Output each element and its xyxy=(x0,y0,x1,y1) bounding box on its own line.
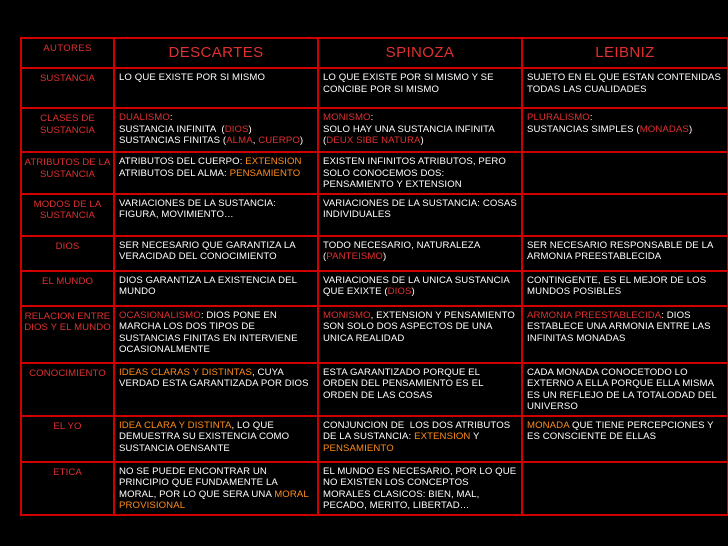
highlighted-term: CUERPO xyxy=(258,135,300,147)
cell-text: ATRIBUTOS DEL ALMA: xyxy=(119,167,227,179)
table-row xyxy=(21,462,728,515)
cell-text: DIOS GARANTIZA LA EXISTENCIA DEL MUNDO xyxy=(119,274,300,298)
cell-text: ) xyxy=(420,135,424,147)
column-header-descartes: DESCARTES xyxy=(114,38,318,68)
cell-text: ) xyxy=(299,135,304,147)
cell-descartes xyxy=(114,236,318,271)
cell-text: ) xyxy=(411,286,415,298)
cell-descartes xyxy=(114,416,318,462)
table-row xyxy=(21,194,728,236)
cell-leibniz xyxy=(522,236,728,271)
header-row xyxy=(21,38,728,68)
cell-text: ESTA GARANTIZADO PORQUE EL ORDEN DEL PENSAMIENTO ES EL ORDEN DE LAS COSAS xyxy=(323,366,486,401)
cell-text: ) SUSTANCIAS FINITAS ( xyxy=(119,123,252,147)
cell-text: : DIOS PONE EN MARCHA LOS DOS TIPOS DE SUSTANCIAS FINITAS EN INTERVIENE OCASIONALMENTE xyxy=(119,309,301,356)
cell-text: TODO NECESARIO, NATURALEZA ( xyxy=(323,239,483,263)
highlighted-term: PENSAMIENTO xyxy=(323,442,394,454)
table-row xyxy=(21,363,728,416)
cell-text: ) xyxy=(383,251,387,263)
cell-leibniz xyxy=(522,194,728,236)
cell-spinoza xyxy=(318,236,522,271)
highlighted-term: MONADA xyxy=(527,419,570,431)
cell-descartes xyxy=(114,108,318,152)
cell-descartes xyxy=(114,152,318,194)
cell-text: CADA MONADA CONOCETODO LO EXTERNO A ELLA PORQUE ELLA MISMA ES UN REFLEJO DE LA TOTALODAD DEL UNIVERSO xyxy=(527,366,720,413)
cell-text: SER NECESARIO RESPONSABLE DE LA ARMONIA PREESTABLECIDA xyxy=(527,239,716,263)
highlighted-term: DIOS xyxy=(387,286,412,298)
row-label: CONOCIMIENTO xyxy=(21,363,114,416)
cell-leibniz xyxy=(522,416,728,462)
highlighted-term: MORAL PROVISIONAL xyxy=(119,488,312,512)
cell-text: ATRIBUTOS DEL CUERPO: xyxy=(119,156,246,168)
table-row xyxy=(21,236,728,271)
cell-leibniz xyxy=(522,108,728,152)
cell-descartes xyxy=(114,363,318,416)
highlighted-term: EXTENSION xyxy=(414,431,471,443)
row-label: EL YO xyxy=(21,416,114,462)
cell-text: LO QUE EXISTE POR SI MISMO Y SE CONCIBE POR SI MISMO xyxy=(323,72,497,95)
cell-text: , CUYA VERDAD ESTA GARANTIZADA POR DIOS xyxy=(119,366,309,390)
cell-spinoza xyxy=(318,271,522,306)
table-row xyxy=(21,68,728,108)
highlighted-term: PANTEISMO xyxy=(326,251,383,263)
cell-text: SUJETO EN EL QUE ESTAN CONTENIDAS TODAS LAS CUALIDADES xyxy=(527,72,724,95)
cell-text: LO QUE EXISTE POR SI MISMO xyxy=(119,72,266,83)
highlighted-term: ARMONIA PREESTABLECIDA xyxy=(527,309,662,321)
cell-spinoza xyxy=(318,416,522,462)
table-row xyxy=(21,271,728,306)
cell-text: VARIACIONES DE LA SUSTANCIA: COSAS INDIVIDUALES xyxy=(323,197,520,221)
cell-leibniz xyxy=(522,152,728,194)
cell-descartes xyxy=(114,68,318,108)
cell-text: EL MUNDO ES NECESARIO, POR LO QUE NO EXISTEN LOS CONCEPTOS MORALES CLASICOS: BIEN, MAL, PECADO, MERITO, LIBERTAD… xyxy=(323,465,520,512)
comparison-table xyxy=(20,37,728,516)
cell-text: , xyxy=(252,135,259,147)
row-label: DIOS xyxy=(21,236,114,271)
cell-spinoza xyxy=(318,108,522,152)
highlighted-term: IDEA CLARA Y DISTINTA xyxy=(119,419,232,431)
cell-text: VARIACIONES DE LA SUSTANCIA: FIGURA, MOVIMIENTO… xyxy=(119,197,279,221)
highlighted-term: DIOS xyxy=(224,123,249,135)
highlighted-term: MONISMO xyxy=(323,112,371,124)
row-label: MODOS DE LA SUSTANCIA xyxy=(21,194,114,236)
cell-descartes xyxy=(114,194,318,236)
cell-leibniz xyxy=(522,363,728,416)
cell-spinoza xyxy=(318,152,522,194)
highlighted-term: PENSAMIENTO xyxy=(229,167,301,179)
cell-text: : SUSTANCIAS SIMPLES ( xyxy=(527,112,640,135)
cell-text: SER NECESARIO QUE GARANTIZA LA VERACIDAD DEL CONOCIMIENTO xyxy=(119,239,299,263)
cell-spinoza xyxy=(318,462,522,515)
highlighted-term: EXTENSION xyxy=(245,156,302,168)
cell-text: : SUSTANCIA INFINITA ( xyxy=(119,112,225,135)
row-label: RELACION ENTRE DIOS Y EL MUNDO xyxy=(21,306,114,363)
highlighted-term: DEUX SIBE NATURA xyxy=(326,135,421,147)
highlighted-term: MONISMO xyxy=(323,309,371,321)
cell-spinoza xyxy=(318,194,522,236)
highlighted-term: IDEAS CLARAS Y DISTINTAS xyxy=(119,366,253,378)
cell-text: : DIOS ESTABLECE UNA ARMONIA ENTRE LAS INFINITAS MONADAS xyxy=(527,309,714,344)
row-label: EL MUNDO xyxy=(21,271,114,306)
cell-text: Y xyxy=(470,431,483,443)
table-body xyxy=(21,68,728,515)
highlighted-term: PLURALISMO xyxy=(527,112,590,124)
table-row xyxy=(21,108,728,152)
highlighted-term: DUALISMO xyxy=(119,112,170,124)
cell-text: NO SE PUEDE ENCONTRAR UN PRINCIPIO QUE FUNDAMENTE LA MORAL, POR LO QUE SERA UNA xyxy=(119,465,281,500)
cell-descartes xyxy=(114,271,318,306)
highlighted-term: OCASIONALISMO xyxy=(119,309,201,321)
row-label: SUSTANCIA xyxy=(21,68,114,108)
cell-leibniz xyxy=(522,306,728,363)
cell-descartes xyxy=(114,462,318,515)
cell-leibniz xyxy=(522,271,728,306)
cell-spinoza xyxy=(318,306,522,363)
table-row xyxy=(21,306,728,363)
corner-header: AUTORES xyxy=(21,38,114,68)
cell-text: VARIACIONES DE LA UNICA SUSTANCIA QUE EXIXTE ( xyxy=(323,274,513,298)
cell-spinoza xyxy=(318,68,522,108)
column-header-leibniz: LEIBNIZ xyxy=(522,38,728,68)
cell-text: : SOLO HAY UNA SUSTANCIA INFINITA ( xyxy=(323,112,495,147)
cell-text: CONTINGENTE, ES EL MEJOR DE LOS MUNDOS POSIBLES xyxy=(527,274,709,298)
highlighted-term: ALMA xyxy=(226,135,253,147)
cell-leibniz xyxy=(522,462,728,515)
column-header-spinoza: SPINOZA xyxy=(318,38,522,68)
philosophy-comparison-table xyxy=(20,37,727,516)
row-label: ATRIBUTOS DE LA SUSTANCIA xyxy=(21,152,114,194)
table-row xyxy=(21,416,728,462)
cell-text: ) xyxy=(688,123,693,135)
cell-leibniz xyxy=(522,68,728,108)
cell-text: QUE TIENE PERCEPCIONES Y ES CONSCIENTE DE ELLAS xyxy=(527,419,717,443)
cell-text: , LO QUE DEMUESTRA SU EXISTENCIA COMO SUSTANCIA OENSANTE xyxy=(119,419,292,454)
cell-spinoza xyxy=(318,363,522,416)
highlighted-term: MONADAS xyxy=(639,123,689,135)
row-label: CLASES DE SUSTANCIA xyxy=(21,108,114,152)
cell-text: CONJUNCION DE LOS DOS ATRIBUTOS DE LA SUSTANCIA: xyxy=(323,419,514,443)
cell-text: , EXTENSION Y PENSAMIENTO SON SOLO DOS ASPECTOS DE UNA UNICA REALIDAD xyxy=(323,309,518,344)
cell-text: EXISTEN INFINITOS ATRIBUTOS, PERO SOLO CONOCEMOS DOS: PENSAMIENTO Y EXTENSION xyxy=(323,156,509,191)
row-label: ETICA xyxy=(21,462,114,515)
cell-descartes xyxy=(114,306,318,363)
table-row xyxy=(21,152,728,194)
